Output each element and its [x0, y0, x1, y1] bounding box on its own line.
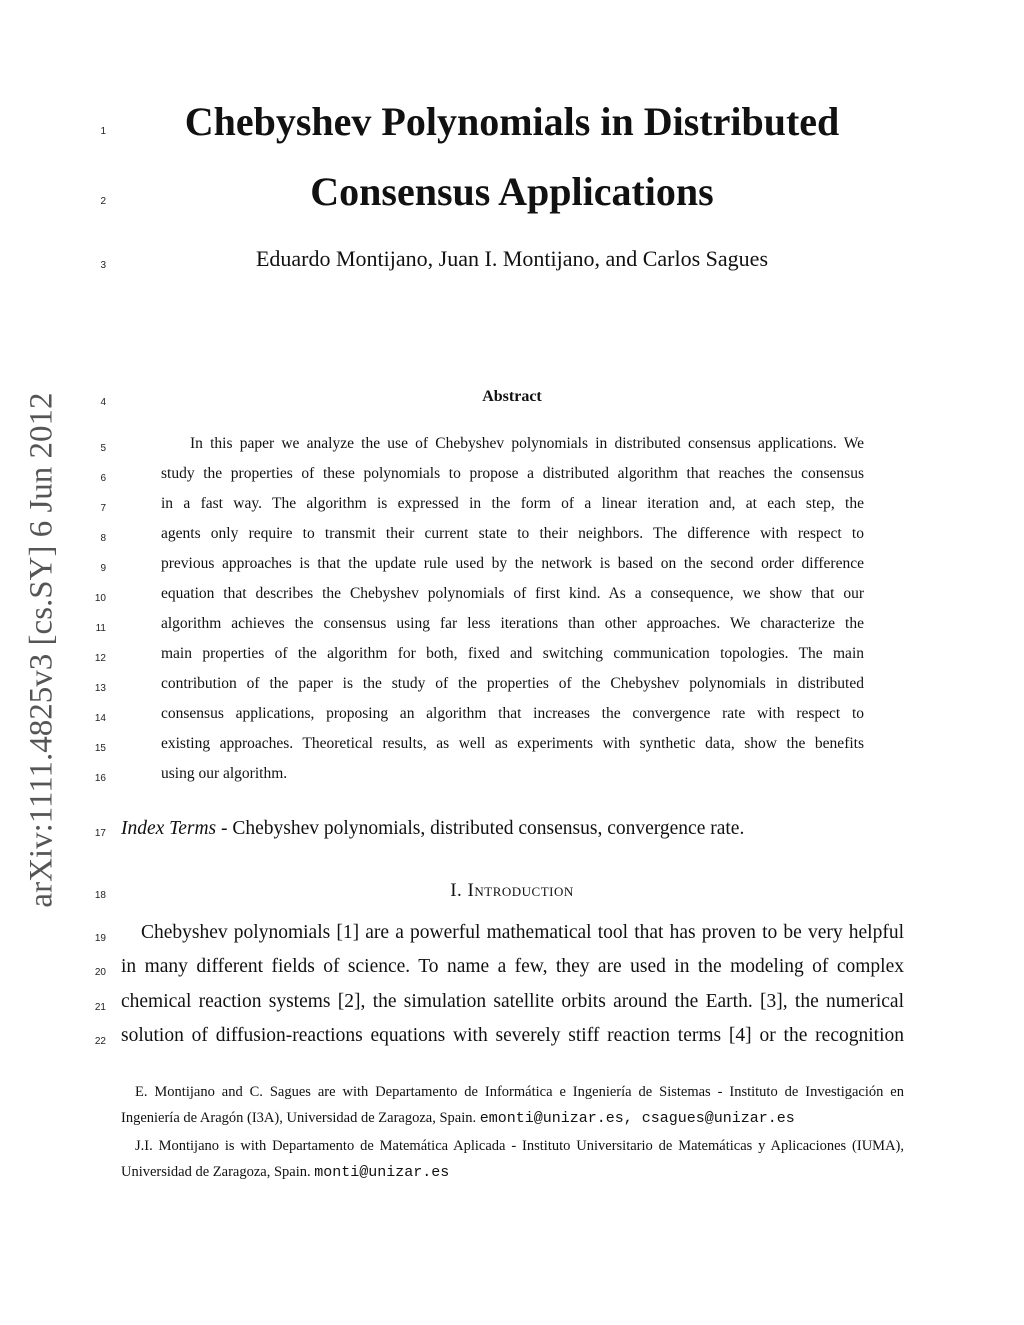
authors: Eduardo Montijano, Juan I. Montijano, and Carlos Sagues [255, 246, 769, 271]
footnote-2-line-2 [121, 1164, 904, 1181]
arxiv-stamp: arXiv:1111.4825v3 [cs.SY] 6 Jun 2012 [23, 392, 60, 908]
index-terms-label: Index Terms [121, 818, 217, 839]
footnote-1-affiliation: Ingeniería de Aragón (I3A), Universidad de Zaragoza, Spain. [121, 1110, 480, 1126]
section-number: I. [450, 880, 468, 901]
index-terms [121, 818, 744, 840]
abstract-heading: Abstract [482, 388, 542, 405]
line-number: 19 [94, 933, 106, 944]
line-number: 9 [100, 563, 106, 574]
line-number: 15 [94, 743, 106, 754]
paper-title-line-2: Consensus Applications [310, 169, 714, 214]
abstract-line: consensus applications, proposing an algorithm that increases the convergence rate with respect to [161, 705, 864, 722]
abstract-line: existing approaches. Theoretical results, as well as experiments with synthetic data, show the benefits [161, 735, 864, 752]
line-number: 11 [95, 623, 106, 634]
line-number: 16 [94, 773, 106, 784]
footnote-2-line-1: J.I. Montijano is with Departamento de Matemática Aplicada - Instituto Universitario de Matemáticas y Aplicaciones (IUMA), [135, 1138, 904, 1154]
line-number: 10 [94, 593, 106, 604]
abstract-line: equation that describes the Chebyshev polynomials of first kind. As a consequence, we show that our [161, 585, 864, 602]
line-number: 17 [94, 828, 106, 839]
abstract-line: algorithm achieves the consensus using far less iterations than other approaches. We characterize the [161, 615, 864, 632]
abstract-line: contribution of the paper is the study of the properties of the Chebyshev polynomials in distributed [161, 675, 864, 692]
line-number: 4 [100, 397, 106, 408]
intro-line: Chebyshev polynomials [1] are a powerful mathematical tool that has proven to be very helpful [141, 922, 904, 943]
footnote-2-email[interactable]: monti@unizar.es [314, 1164, 450, 1181]
abstract-line: main properties of the algorithm for both, fixed and switching communication topologies. The main [161, 645, 864, 662]
line-number: 22 [94, 1036, 106, 1047]
line-number: 3 [100, 260, 106, 271]
line-number: 1 [100, 126, 106, 137]
section-title: Introduction [467, 880, 574, 901]
line-number: 2 [100, 196, 106, 207]
footnote-1-line-1: E. Montijano and C. Sagues are with Departamento de Informática e Ingeniería de Sistemas - Instituto de Investigación en [135, 1084, 904, 1100]
footnote-1-line-2 [121, 1110, 904, 1127]
line-number: 5 [100, 443, 106, 454]
abstract-line: in a fast way. The algorithm is expressed in the form of a linear iteration and, at each step, the [161, 495, 864, 512]
abstract-line: agents only require to transmit their current state to their neighbors. The difference with respect to [161, 525, 864, 542]
section-heading [0, 880, 1024, 902]
intro-line: chemical reaction systems [2], the simulation satellite orbits around the Earth. [3], the numerical [121, 991, 904, 1012]
line-number: 21 [94, 1002, 106, 1013]
paper-title-line-1: Chebyshev Polynomials in Distributed [184, 99, 840, 144]
line-number: 13 [94, 683, 106, 694]
line-number: 18 [94, 890, 106, 901]
footnote-1-emails[interactable]: emonti@unizar.es, csagues@unizar.es [479, 1110, 795, 1127]
abstract-line: previous approaches is that the update rule used by the network is based on the second order difference [161, 555, 864, 572]
line-number: 12 [94, 653, 106, 664]
line-number: 6 [100, 473, 106, 484]
line-number: 8 [100, 533, 106, 544]
line-number: 20 [94, 967, 106, 978]
footnote-2-affiliation: Universidad de Zaragoza, Spain. [121, 1164, 315, 1180]
line-number: 14 [94, 713, 106, 724]
intro-line: solution of diffusion-reactions equations with severely stiff reaction terms [4] or the recognition [121, 1025, 904, 1046]
line-number: 7 [100, 503, 106, 514]
index-terms-text: - Chebyshev polynomials, distributed consensus, convergence rate. [216, 818, 745, 839]
abstract-line: In this paper we analyze the use of Chebyshev polynomials in distributed consensus applications. We [190, 435, 864, 452]
abstract-line: using our algorithm. [161, 765, 288, 782]
intro-line: in many different fields of science. To name a few, they are used in the modeling of complex [121, 956, 904, 977]
abstract-line: study the properties of these polynomials to propose a distributed algorithm that reaches the consensus [161, 465, 864, 482]
